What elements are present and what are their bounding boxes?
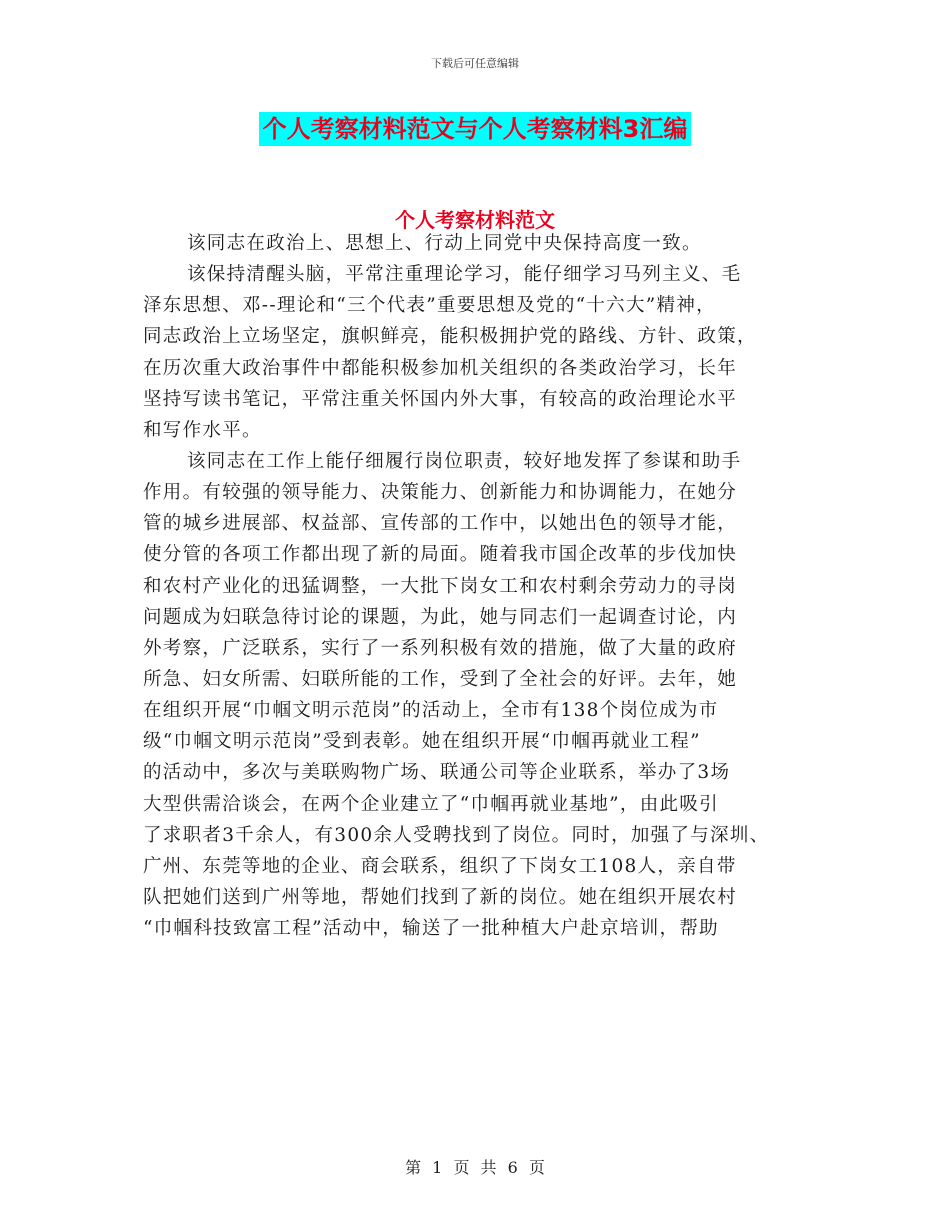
main-title-wrap [0, 112, 950, 146]
text-line: 问题成为妇联急待讨论的课题，为此，她与同志们一起调查讨论，内 [143, 606, 738, 628]
text-line: 所急、妇女所需、妇联所能的工作，受到了全社会的好评。去年，她 [143, 668, 738, 690]
text-line: 该同志在工作上能仔细履行岗位职责，较好地发挥了参谋和助手 [187, 450, 742, 472]
section-title: 个人考察材料范文 [395, 208, 555, 232]
text-line: 泽东思想、邓--理论和“三个代表”重要思想及党的“十六大”精神， [143, 295, 716, 317]
text-line: 和农村产业化的迅猛调整，一大批下岗女工和农村剩余劳动力的寻岗 [143, 575, 738, 597]
text-line: 广州、东莞等地的企业、商会联系，组织了下岗女工108人，亲自带 [143, 855, 737, 877]
main-title: 个人考察材料范文与个人考察材料3汇编 [259, 112, 692, 146]
text-line: 在历次重大政治事件中都能积极参加机关组织的各类政治学习，长年 [143, 357, 738, 379]
text-line: 大型供需洽谈会，在两个企业建立了“巾帼再就业基地”，由此吸引 [143, 793, 719, 815]
text-line: 使分管的各项工作都出现了新的局面。随着我市国企改革的步伐加快 [143, 544, 738, 566]
text-line: 作用。有较强的领导能力、决策能力、创新能力和协调能力，在她分 [143, 482, 738, 504]
text-line: 在组织开展“巾帼文明示范岗”的活动上，全市有138个岗位成为市 [143, 700, 719, 722]
body-text [143, 228, 803, 944]
page-footer: 第 1 页 共 6 页 [405, 1158, 545, 1177]
text-line: 了求职者3千余人，有300余人受聘找到了岗位。同时，加强了与深圳、 [143, 824, 770, 846]
text-line: 和写作水平。 [143, 419, 262, 441]
text-line: 的活动中，多次与美联购物广场、联通公司等企业联系，举办了3场 [143, 762, 731, 784]
text-line: 队把她们送到广州等地，帮她们找到了新的岗位。她在组织开展农村 [143, 886, 738, 908]
text-line: 同志政治上立场坚定，旗帜鲜亮，能积极拥护党的路线、方针、政策， [143, 326, 757, 348]
text-line: 坚持写读书笔记，平常注重关怀国内外大事，有较高的政治理论水平 [143, 388, 738, 410]
text-line: 级“巾帼文明示范岗”受到表彰。她在组织开展“巾帼再就业工程” [143, 731, 701, 753]
text-line: 该保持清醒头脑，平常注重理论学习，能仔细学习马列主义、毛 [187, 264, 742, 286]
text-line: “巾帼科技致富工程”活动中，输送了一批种植大户赴京培训，帮助 [143, 918, 719, 940]
text-line: 外考察，广泛联系，实行了一系列积极有效的措施，做了大量的政府 [143, 637, 738, 659]
text-line: 该同志在政治上、思想上、行动上同党中央保持高度一致。 [187, 233, 702, 254]
header-note: 下载后可任意编辑 [431, 57, 519, 70]
text-line: 管的城乡进展部、权益部、宣传部的工作中，以她出色的领导才能， [143, 513, 738, 535]
